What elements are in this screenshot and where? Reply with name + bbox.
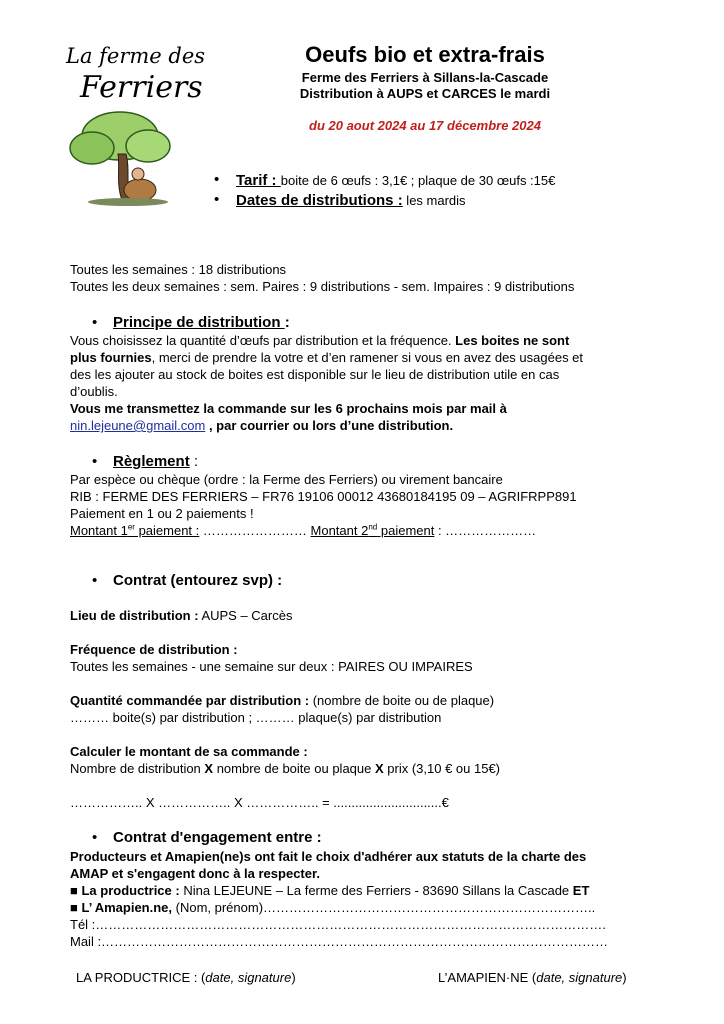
distribution-subtitle: Distribution à AUPS et CARCES le mardi xyxy=(299,86,551,101)
montant-1-label: Montant 1er paiement : xyxy=(70,522,200,538)
period: du 20 aout 2024 au 17 décembre 2024 xyxy=(309,118,541,133)
montant-1-field[interactable]: …………………… xyxy=(199,523,311,538)
amapien-line: ■ L’ Amapien.ne, (Nom, prénom)………………………………………………………………….. xyxy=(70,900,596,915)
reglement-l1: Par espèce ou chèque (ordre : la Ferme des Ferriers) ou virement bancaire xyxy=(70,472,503,487)
logo-line2: Ferriers xyxy=(80,70,203,105)
bullet-icon: • xyxy=(92,572,98,589)
lieu-line: Lieu de distribution : AUPS – Carcès xyxy=(70,608,293,623)
farm-logo xyxy=(60,38,206,208)
contrat-heading: Contrat (entourez svp) : xyxy=(113,572,283,589)
principe-p2: plus fournies, merci de prendre la votre et d’en ramener si vous en avez des usagées et xyxy=(70,350,584,365)
farm-subtitle: Ferme des Ferriers à Sillans-la-Cascade xyxy=(301,70,549,85)
qty-value[interactable]: ……… boite(s) par distribution ; ……… plaque(s) par distribution xyxy=(70,710,442,725)
calc-label: Calculer le montant de sa commande : xyxy=(70,744,308,759)
bullet-icon: • xyxy=(214,171,220,188)
reglement-heading: Règlement : xyxy=(113,453,199,470)
signature-productrice: LA PRODUCTRICE : (date, signature) xyxy=(76,970,296,985)
montant-2-field[interactable]: : ………………… xyxy=(434,523,537,538)
tarif-text: boite de 6 œufs : 3,1€ ; plaque de 30 œufs :15€ xyxy=(280,173,556,188)
principe-p5: Vous me transmettez la commande sur les 6 prochains mois par mail à xyxy=(70,401,507,416)
engagement-p2: AMAP et s'engagent donc à la respecter. xyxy=(70,866,320,881)
reglement-l3: Paiement en 1 ou 2 paiements ! xyxy=(70,506,254,521)
logo-line1: La ferme des xyxy=(66,44,206,68)
tree-illustration-icon xyxy=(60,106,200,206)
frequency-biweekly: Toutes les deux semaines : sem. Paires : 9 distributions - sem. Impaires : 9 distributions xyxy=(70,279,575,294)
principe-p1: Vous choisissez la quantité d’œufs par distribution et la fréquence. Les boites ne sont xyxy=(70,333,570,348)
frequency-weekly: Toutes les semaines : 18 distributions xyxy=(70,262,287,277)
signature-amapien: L’AMAPIEN·NE (date, signature) xyxy=(438,970,627,985)
principe-p4: d’oublis. xyxy=(70,384,118,399)
tarif-label: Tarif : xyxy=(236,172,281,189)
email-link[interactable]: nin.lejeune@gmail.com xyxy=(70,418,206,433)
dates-line xyxy=(236,192,466,209)
tarif-line xyxy=(236,172,555,189)
freq-value: Toutes les semaines - une semaine sur deux : PAIRES OU IMPAIRES xyxy=(70,659,473,674)
dates-label: Dates de distributions : xyxy=(236,192,403,209)
montant-2-label: Montant 2nd paiement xyxy=(310,522,435,538)
dates-text: les mardis xyxy=(402,193,466,208)
principe-p3: des les ajouter au stock de boites est disponible sur le lieu de distribution utile en cas xyxy=(70,367,560,382)
mail-field[interactable]: Mail :……………………………………………………………………………………………………… xyxy=(70,934,609,949)
bullet-icon: • xyxy=(92,829,98,846)
reglement-rib: RIB : FERME DES FERRIERS – FR76 19106 00012 43680184195 09 – AGRIFRPP891 xyxy=(70,489,577,504)
tel-field[interactable]: Tél :………………………………………………………………………………………………………. xyxy=(70,917,606,932)
amapien-name-field[interactable]: (Nom, prénom)………………………………………………………………….. xyxy=(172,900,596,915)
calc-fill-line[interactable]: …………….. X …………….. X …………….. = ..............................€ xyxy=(70,795,449,810)
engagement-p1: Producteurs et Amapien(ne)s ont fait le choix d'adhérer aux statuts de la charte des xyxy=(70,849,587,864)
principe-heading: Principe de distribution : xyxy=(113,314,290,331)
page-title: Oeufs bio et extra-frais xyxy=(305,42,545,67)
bullet-icon: • xyxy=(92,453,98,470)
bullet-icon: • xyxy=(214,191,220,208)
principe-p6: nin.lejeune@gmail.com , par courrier ou lors d’une distribution. xyxy=(70,418,454,433)
reglement-amounts xyxy=(70,523,536,539)
engagement-heading: Contrat d'engagement entre : xyxy=(113,829,322,846)
freq-label: Fréquence de distribution : xyxy=(70,642,238,657)
productrice-line: ■ La productrice : Nina LEJEUNE – La ferme des Ferriers - 83690 Sillans la Cascade ET xyxy=(70,883,590,898)
qty-line: Quantité commandée par distribution : (nombre de boite ou de plaque) xyxy=(70,693,495,708)
calc-formula: Nombre de distribution X nombre de boite ou plaque X prix (3,10 € ou 15€) xyxy=(70,761,501,776)
bullet-icon: • xyxy=(92,314,98,331)
